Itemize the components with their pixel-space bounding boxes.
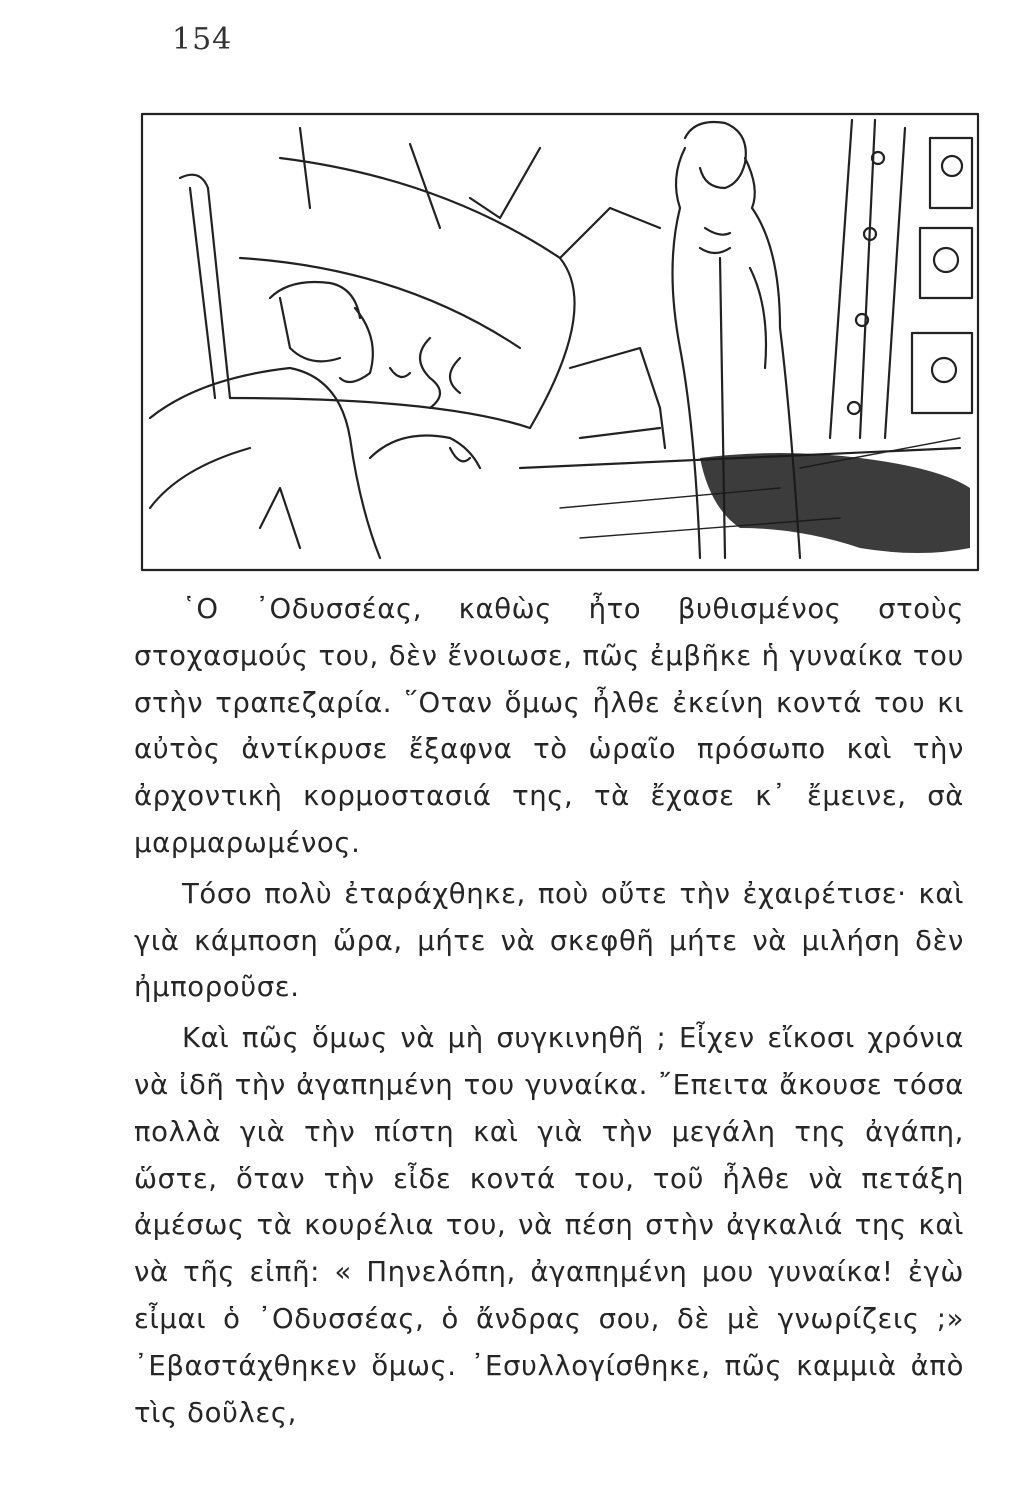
paragraph-3: Καὶ πῶς ὅμως νὰ μὴ συγκινηθῆ ; Εἶχεν εἴκοσι χρόνια νὰ ἰδῆ τὴν ἀγαπημένη του γυναίκα. ῎Επειτα ἄκουσε τόσα πολλὰ γιὰ τὴν πίστη καὶ γιὰ τὴν μεγάλη της ἀγάπη, ὥστε, ὅταν τὴν εἶδε κοντά του, τοῦ ἦλθε νὰ πετάξη ἀμέσως τὰ κουρέλια του, νὰ πέση στὴν ἀγκαλιά της καὶ νὰ τῆς εἰπῆ: « Πηνελόπη, ἀγαπημένη μου γυναίκα! ἐγὼ εἶμαι ὁ ᾿Οδυσσέας, ὁ ἄνδρας σου, δὲ μὲ γνωρίζεις ;» ᾿Εβαστάχθηκεν ὅμως. ᾿Εσυλλογίσθηκε, πῶς καμμιὰ ἀπὸ τὶς δοῦλες,	[134, 1022, 964, 1429]
odysseus-penelope-illustration	[140, 108, 982, 574]
paragraph-2: Τόσο πολὺ ἐταράχθηκε, ποὺ οὔτε τὴν ἐχαιρέτισε· καὶ γιὰ κάμποση ὥρα, μήτε νὰ σκεφθῆ μήτε νὰ μιλήση δὲν ἠμποροῦσε.	[134, 877, 964, 1004]
paragraph-1: ῾Ο ᾿Οδυσσέας, καθὼς ἦτο βυθισμένος στοὺς στοχασμούς του, δὲν ἔνοιωσε, πῶς ἐμβῆκε ἡ γυναίκα του στὴν τραπεζαρία. ῞Οταν ὅμως ἦλθε ἐκείνη κοντά του κι αὐτὸς ἀντίκρυσε ἔξαφνα τὸ ὡραῖο πρόσωπο καὶ τὴν ἀρχοντικὴ κορμοστασιά της, τὰ ἔχασε κ᾿ ἔμεινε, σὰ μαρμαρωμένος.	[134, 593, 964, 859]
illustration-drawing	[140, 108, 982, 574]
body-text	[134, 586, 964, 1436]
page-number: 154	[172, 22, 233, 57]
